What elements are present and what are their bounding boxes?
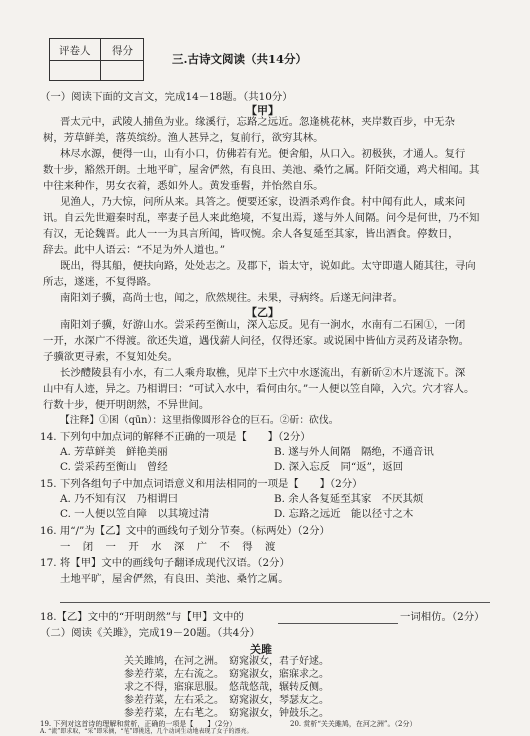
q15-option-a[interactable]: A. 乃不知有汉 乃相谓曰 [60,493,179,505]
jia-mark: 【甲】 [246,104,279,117]
jia-line: 辞去。此中人语云：“不足为外人道也。” [43,244,226,256]
q19-stem: 19. 下列对这首诗的理解和赏析，正确的一项是【 】（2分） [40,720,237,728]
jia-line: 中往来种作，男女衣着，悉如外人。黄发垂髫，并怡然自乐。 [43,180,324,192]
q17-sentence: 土地平旷，屋舍俨然，有良田、美池、桑竹之属。 [60,573,289,585]
yi-line: 南阳刘子骥，好游山水。尝采药至衡山，深入忘反。见有一涧水，水南有二石囷①，一闭 [60,319,466,331]
q19-option-a[interactable]: A. “流”即求取，“采”即采摘，“芼”即挑选，几个动词生动地表现了女子的漂亮。 [40,728,253,735]
q16-stem: 16. 用“/”为【乙】文中的画线句子划分节奏。（标两处）（2分） [40,525,330,537]
jia-line: 所志，遂迷，不复得路。 [43,276,158,288]
notes: 【注释】①囷（qūn）：这里指像圆形谷仓的巨石。②斫：砍伐。 [60,415,339,426]
q14-option-a[interactable]: A. 芳草鲜美 鲜艳美丽 [60,446,168,458]
jia-line: 南阳刘子骥，高尚士也，闻之，欣然规往。未果，寻病终。后遂无问津者。 [60,292,403,304]
part2-intro: （二）阅读《关雎》，完成19－20题。（共4分） [40,627,261,639]
q14-option-d[interactable]: D. 深入忘反 同“返”，返回 [274,461,404,473]
q14-stem: 14. 下列句中加点词的解释不正确的一项是【 】（2分） [40,431,311,443]
q18-blank[interactable] [278,623,398,624]
yi-line: 子骥欲更寻索，不复知处矣。 [43,351,179,363]
q15-option-c[interactable]: C. 一人便以笠自障 以其境过清 [60,508,210,520]
poem-line: 求之不得，寤寐思服。 悠哉悠哉，辗转反侧。 [124,682,329,693]
part1-intro: （一）阅读下面的文言文，完成14－18题。（共10分） [40,91,293,103]
poem-line: 参差荇菜，左右流之。 窈窕淑女，寤寐求之。 [124,669,329,680]
q15-option-d[interactable]: D. 忘路之远近 能以径寸之木 [274,508,414,520]
q17-answer-line[interactable] [60,602,490,603]
section-title: 三.古诗文阅读（共14分） [172,52,308,66]
q15-option-b[interactable]: B. 余人各复延至其家 不厌其烦 [274,493,424,505]
q20-stem: 20. 赏析“关关雎鸠，在河之洲”。（2分） [290,720,417,728]
q14-option-b[interactable]: B. 遂与外人间隔 隔绝，不通音讯 [274,446,434,458]
reviewer-label: 评卷人 [59,45,91,57]
score-box [49,38,144,81]
yi-line: 行数十步，便开明朗然，不异世间。 [43,399,210,411]
jia-line: 既出，得其船，便扶向路，处处志之。及郡下，诣太守，说如此。太守即遣人随其往，寻向 [60,260,476,272]
jia-line: 见渔人，乃大惊，问所从来。具答之。便要还家，设酒杀鸡作食。村中闻有此人，咸来问 [60,196,466,208]
q18-stem-b: 一词相仿。（2分） [400,611,485,623]
yi-mark: 【乙】 [246,306,279,319]
yi-line: 长沙醴陵县有小水，有二人乘舟取樵，见岸下土穴中水逐流出，有新斫②木片逐流下。深 [60,367,466,379]
q17-stem: 17. 将【甲】文中的画线句子翻译成现代汉语。（2分） [40,557,290,569]
jia-line: 有汉，无论魏晋。此人一一为具言所闻，皆叹惋。余人各复延至其家，皆出酒食。停数日， [43,228,459,240]
jia-line: 晋太元中，武陵人捕鱼为业。缘溪行，忘路之远近。忽逢桃花林，夹岸数百步，中无杂 [60,116,455,128]
poem-title: 关雎 [250,643,272,656]
q18-stem-a: 18.【乙】文中的“开明朗然”与【甲】文中的 [40,611,244,623]
jia-line: 林尽水源，便得一山，山有小口，仿佛若有光。便舍船，从口入。初极狭，才通人。复行 [60,148,466,160]
score-label: 得分 [112,45,133,57]
poem-line: 关关雎鸠，在河之洲。 窈窕淑女，君子好逑。 [124,656,329,667]
jia-line: 数十步，豁然开朗。土地平旷，屋舍俨然，有良田、美池、桑竹之属。阡陌交通，鸡犬相闻。其 [43,164,480,176]
poem-line: 参差荇菜，左右芼之。 窈窕淑女，钟鼓乐之。 [124,708,329,719]
q16-sentence: 一 闭 一 开 水 深 广 不 得 渡 [60,541,277,553]
poem-line: 参差荇菜，左右采之。 窈窕淑女，琴瑟友之。 [124,695,329,706]
q14-option-c[interactable]: C. 尝采药至衡山 曾经 [60,461,168,473]
score-box-divider [100,39,101,80]
jia-line: 讯。自云先世避秦时乱，率妻子邑人来此绝境，不复出焉，遂与外人间隔。问今是何世，乃不知 [43,212,480,224]
jia-line: 树，芳草鲜美，落英缤纷。渔人甚异之，复前行，欲穷其林。 [43,132,324,144]
q15-stem: 15. 下列各组句子中加点词语意义和用法相同的一项是【 】（2分） [40,478,363,490]
yi-line: 山中有人迹，异之。乃相谓曰：“可试入水中，看何由尔。”一人便以笠自障，入穴。穴才容人。 [43,383,475,395]
yi-line: 一开，水深广不得渡。欲还失道，遇伐薪人问径，仅得还家。或说囷中皆仙方灵药及诸杂物。 [43,335,470,347]
